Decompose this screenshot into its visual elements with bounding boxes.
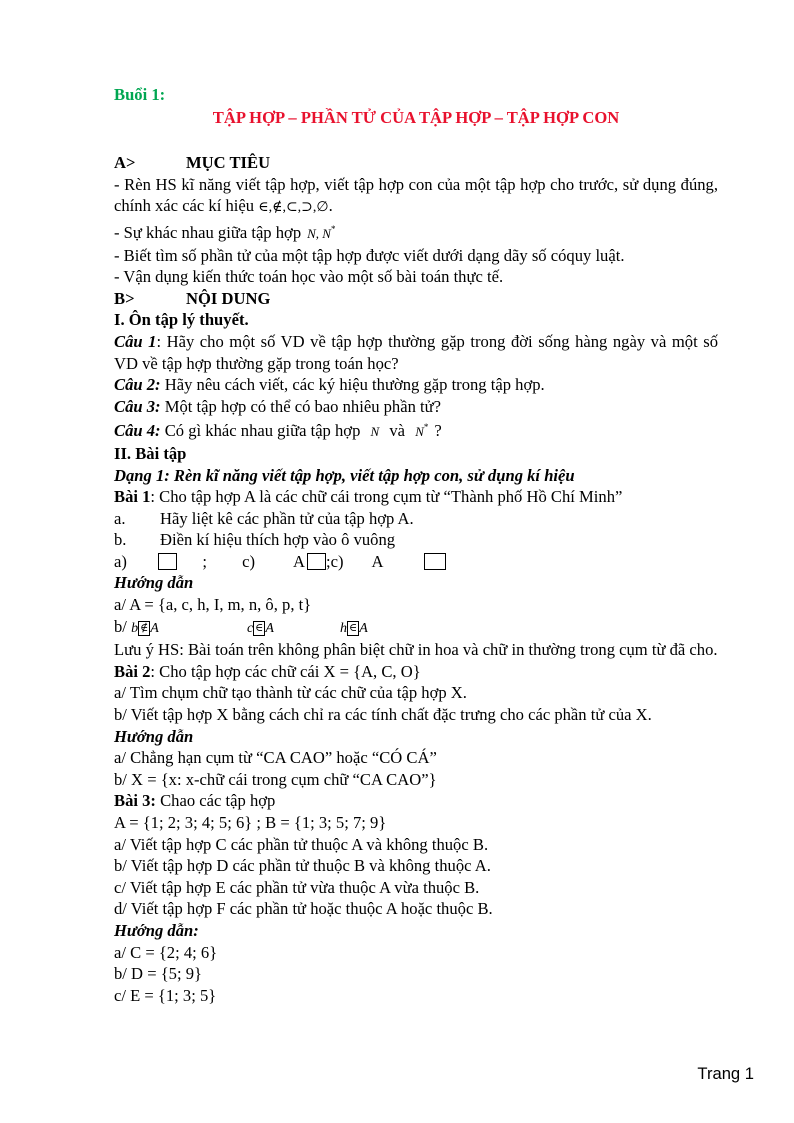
huong-dan-1-a: a/ A = {a, c, h, I, m, n, ô, p, t} bbox=[114, 595, 312, 615]
page-number: Trang 1 bbox=[697, 1064, 754, 1083]
huong-dan-3-b: b/ D = {5; 9} bbox=[114, 964, 202, 984]
question-4: Câu 4: Có gì khác nhau giữa tập hợp N và N* ? bbox=[114, 421, 442, 441]
bai-3-b: b/ Viết tập hợp D các phần tử thuộc B và không thuộc A. bbox=[114, 856, 491, 876]
objective-1: - Rèn HS kĩ năng viết tập hợp, viết tập hợp con của một tập hợp cho trước, sử dụng đúng, chính xác các kí hiệu ∈,∉,⊂,⊃,∅. bbox=[114, 174, 718, 216]
objective-2: - Sự khác nhau giữa tập hợp N, N* bbox=[114, 222, 336, 242]
question-2: Câu 2: Hãy nêu cách viết, các ký hiệu thường gặp trong tập hợp. bbox=[114, 375, 545, 395]
section-b-heading: B> NỘI DUNG bbox=[114, 288, 271, 308]
bai-2: Bài 2: Cho tập hợp các chữ cái X = {A, C, O} bbox=[114, 661, 421, 681]
bai-1-b: b. Điền kí hiệu thích hợp vào ô vuông bbox=[114, 530, 396, 550]
part-2-heading: II. Bài tập bbox=[114, 443, 187, 463]
dang-1-heading: Dạng 1: Rèn kĩ năng viết tập hợp, viết tập hợp con, sử dụng kí hiệu bbox=[114, 465, 575, 485]
document-title: TẬP HỢP – PHẦN TỬ CỦA TẬP HỢP – TẬP HỢP CON bbox=[212, 107, 620, 127]
huong-dan-2: Hướng dẫn bbox=[114, 726, 194, 746]
answer-box-2[interactable] bbox=[307, 553, 326, 570]
answer-box-3[interactable] bbox=[424, 553, 446, 570]
huong-dan-2-a: a/ Chẳng hạn cụm từ “CA CAO” hoặc “CÓ CÁ” bbox=[114, 748, 437, 768]
bai-1: Bài 1: Cho tập hợp A là các chữ cái trong cụm từ “Thành phố Hồ Chí Minh” bbox=[114, 487, 623, 507]
objective-3: - Biết tìm số phần tử của một tập hợp được viết dưới dạng dãy số cóquy luật. bbox=[114, 245, 625, 265]
objective-4: - Vận dụng kiến thức toán học vào một số bài toán thực tế. bbox=[114, 267, 504, 287]
document-page bbox=[114, 84, 718, 1006]
bai-1-fill-row: a) ; c) A ;c) A bbox=[114, 551, 718, 573]
bai-3-c: c/ Viết tập hợp E các phần tử vừa thuộc A vừa thuộc B. bbox=[114, 877, 480, 897]
bai-3: Bài 3: Chao các tập hợp bbox=[114, 791, 276, 811]
part-1-heading: I. Ôn tập lý thuyết. bbox=[114, 310, 249, 330]
set-symbols: ∈,∉,⊂,⊃,∅ bbox=[258, 200, 329, 216]
section-a-heading: A> MỤC TIÊU bbox=[114, 153, 271, 173]
bai-3-d: d/ Viết tập hợp F các phần tử hoặc thuộc A hoặc thuộc B. bbox=[114, 899, 493, 919]
bai-3-sets: A = {1; 2; 3; 4; 5; 6} ; B = {1; 3; 5; 7; 9} bbox=[114, 813, 387, 832]
huong-dan-3: Hướng dẫn: bbox=[114, 920, 199, 940]
huong-dan-3-c: c/ E = {1; 3; 5} bbox=[114, 985, 217, 1005]
huong-dan-1: Hướng dẫn bbox=[114, 573, 194, 593]
answer-box-1[interactable] bbox=[158, 553, 177, 570]
question-3: Câu 3: Một tập hợp có thể có bao nhiêu phần tử? bbox=[114, 396, 442, 416]
bai-2-a: a/ Tìm chụm chữ tạo thành từ các chữ của tập hợp X. bbox=[114, 683, 467, 703]
huong-dan-3-a: a/ C = {2; 4; 6} bbox=[114, 942, 218, 962]
question-1: Câu 1: Hãy cho một số VD về tập hợp thường gặp trong đời sống hàng ngày và một số VD về tập hợp thường gặp trong toán học? bbox=[114, 331, 718, 373]
bai-3-a: a/ Viết tập hợp C các phần tử thuộc A và không thuộc B. bbox=[114, 834, 489, 854]
session-label: Buổi 1: bbox=[114, 85, 166, 104]
bai-2-b: b/ Viết tập hợp X bằng cách chỉ ra các tính chất đặc trưng cho các phần tử của X. bbox=[114, 705, 652, 725]
huong-dan-2-b: b/ X = {x: x-chữ cái trong cụm chữ “CA CAO”} bbox=[114, 769, 437, 789]
bai-1-a: a. Hãy liệt kê các phần tử của tập hợp A. bbox=[114, 508, 414, 528]
student-note: Lưu ý HS: Bài toán trên không phân biệt chữ in hoa và chữ in thường trong cụm từ đã cho. bbox=[114, 640, 718, 660]
huong-dan-1-b: b/ b ∉ A c ∈ A h ∈ A bbox=[114, 616, 368, 636]
